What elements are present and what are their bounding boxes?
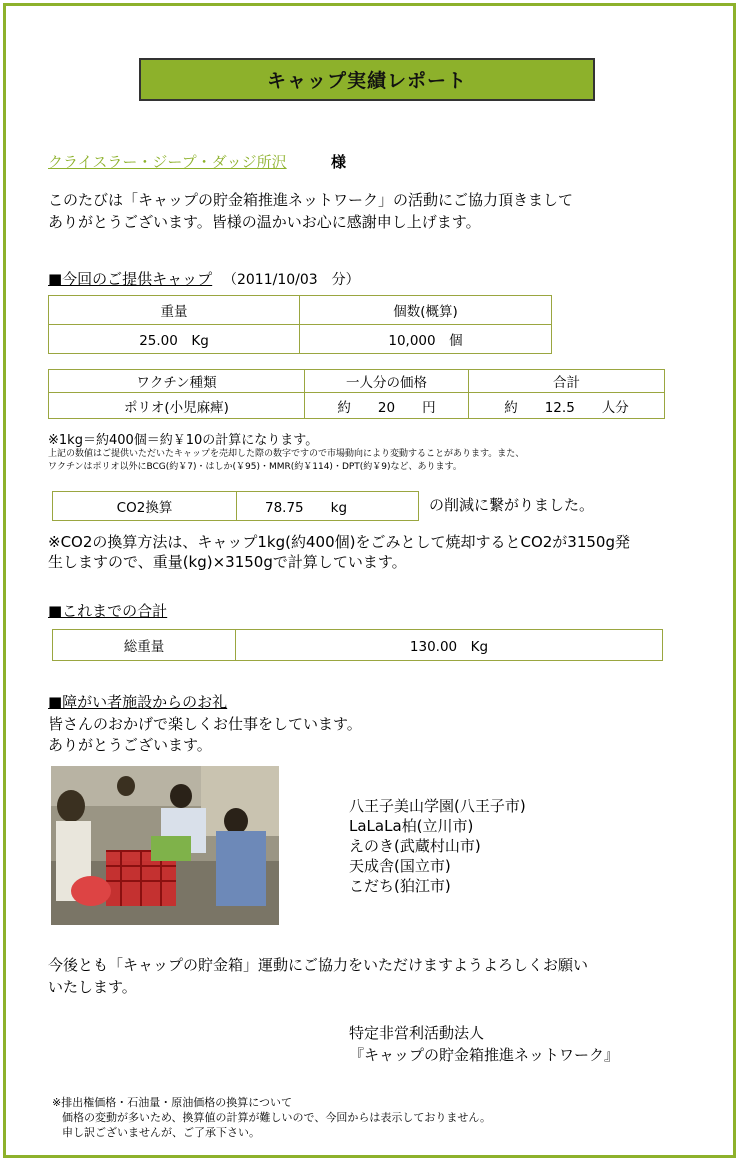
section1-heading — [48, 268, 360, 289]
count-value: 10,000 個 — [300, 325, 552, 354]
intro-line-2: ありがとうございます。皆様の温かいお心に感謝申し上げます。 — [48, 213, 481, 231]
weight-value: 25.00 Kg — [49, 325, 300, 354]
facility-item: こだち(狛江市) — [349, 877, 451, 895]
co2-suffix: の削減に繋がりました。 — [429, 496, 595, 514]
section3-title: ■障がい者施設からのお礼 — [48, 693, 228, 711]
facility-item: 天成舎(国立市) — [349, 857, 451, 875]
client-name: クライスラー・ジープ・ダッジ所沢 — [48, 153, 287, 171]
total-label: 総重量 — [53, 630, 236, 661]
facility-item: えのき(武蔵村山市) — [349, 837, 481, 855]
table-header-count: 個数(概算) — [300, 296, 552, 325]
section2-title: ■これまでの合計 — [48, 602, 168, 620]
footer-note-line-3: 申し訳ございませんが、ご了承下さい。 — [62, 1126, 260, 1139]
table-header-price: 一人分の価格 — [305, 370, 469, 393]
table-header-total: 合計 — [469, 370, 665, 393]
co2-note-line-1: ※CO2の換算方法は、キャップ1kg(約400個)をごみとして焼却するとCO2が3150g発 — [48, 533, 630, 551]
facility-photo — [51, 766, 279, 925]
closing-line-1: 今後とも「キャップの貯金箱」運動にご協力をいただけますようよろしくお願い — [48, 956, 589, 974]
section1-title: ■今回のご提供キャップ — [48, 270, 213, 288]
section1-date: （2011/10/03 分） — [222, 272, 360, 288]
table-row — [49, 370, 665, 393]
total-people-value: 約 12.5 人分 — [469, 393, 665, 419]
footer-note-line-1: ※排出権価格・石油量・原油価格の換算について — [52, 1096, 292, 1109]
facility-item: 八王子美山学園(八王子市) — [349, 797, 526, 815]
table-row — [49, 393, 665, 419]
total-table — [52, 629, 663, 661]
report-title: キャップ実績レポート — [139, 58, 595, 101]
co2-label: CO2換算 — [53, 492, 237, 521]
table-row — [49, 325, 552, 354]
honorific: 様 — [331, 153, 347, 171]
note-market-line-1: 上記の数値はご提供いただいたキャップを売却した際の数字ですので市場動向により変動することがあります。また、 — [48, 449, 525, 459]
footer-note-line-2: 価格の変動が多いため、換算値の計算が難しいので、今回からは表示しておりません。 — [62, 1111, 491, 1124]
closing-line-2: いたします。 — [48, 978, 137, 996]
co2-value: 78.75 kg — [237, 492, 419, 521]
vaccine-value: ポリオ(小児麻痺) — [49, 393, 305, 419]
thanks-line-2: ありがとうございます。 — [48, 736, 212, 754]
org-type: 特定非営利活動法人 — [349, 1024, 485, 1042]
table-row — [53, 630, 663, 661]
price-value: 約 20 円 — [305, 393, 469, 419]
thanks-line-1: 皆さんのおかげで楽しくお仕事をしています。 — [48, 715, 362, 733]
table-row — [53, 492, 419, 521]
intro-line-1: このたびは「キャップの貯金箱推進ネットワーク」の活動にご協力頂きまして — [48, 191, 574, 209]
total-value: 130.00 Kg — [236, 630, 663, 661]
table-row — [49, 296, 552, 325]
table-header-weight: 重量 — [49, 296, 300, 325]
note-rate: ※1kg＝約400個＝約￥10の計算になります。 — [48, 433, 319, 448]
note-market-line-2: ワクチンはポリオ以外にBCG(約￥7)・はしか(￥95)・MMR(約￥114)・DPT(約￥9)など、あります。 — [48, 462, 462, 472]
co2-table — [52, 491, 419, 521]
vaccine-table — [48, 369, 665, 419]
org-name: 『キャップの貯金箱推進ネットワーク』 — [349, 1046, 620, 1064]
table-header-vaccine: ワクチン種類 — [49, 370, 305, 393]
co2-note-line-2: 生しますので、重量(kg)×3150gで計算しています。 — [48, 553, 407, 571]
facility-item: LaLaLa柏(立川市) — [349, 817, 474, 835]
capacity-table — [48, 295, 552, 354]
